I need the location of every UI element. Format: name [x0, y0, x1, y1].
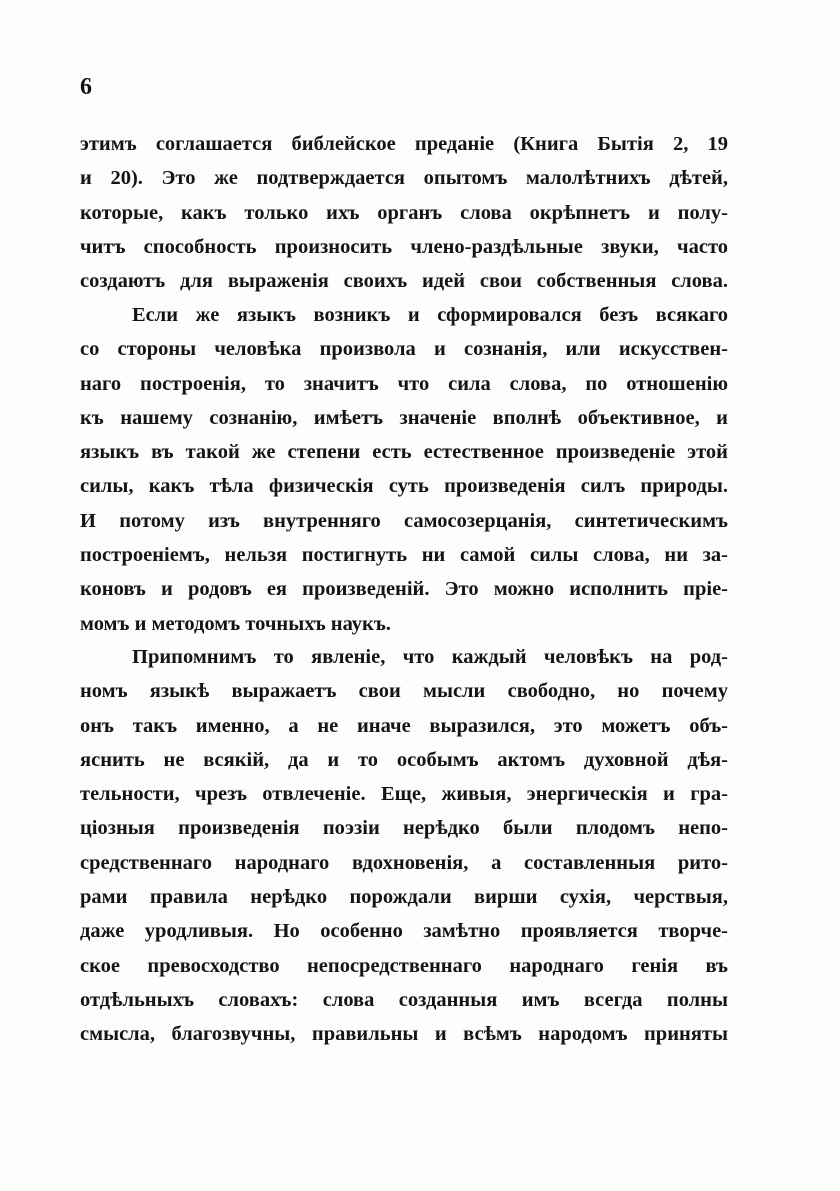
- text-line: языкъ въ такой же степени есть естественное произведеніе этой: [80, 441, 728, 464]
- text-line: Припомнимъ то явленіе, что каждый человѣкъ на род-: [132, 646, 728, 668]
- text-line: средственнаго народнаго вдохновенія, а составленныя рито-: [80, 851, 728, 874]
- text-line: ское превосходство непосредственнаго народнаго генія въ: [80, 954, 728, 977]
- text-line: наго построенія, то значитъ что сила слова, по отношенію: [80, 372, 728, 395]
- text-line: смысла, благозвучны, правильны и всѣмъ народомъ приняты: [80, 1023, 728, 1046]
- page-number: 6: [80, 74, 92, 100]
- text-line: Если же языкъ возникъ и сформировался безъ всякаго: [132, 304, 728, 326]
- paragraph-1: [80, 127, 728, 298]
- text-line: момъ и методомъ точныхъ наукъ.: [80, 612, 391, 635]
- text-line: создаютъ для выраженія своихъ идей свои собственныя слова.: [80, 270, 728, 293]
- text-line: отдѣльныхъ словахъ: слова созданныя имъ всегда полны: [80, 988, 728, 1011]
- text-line: читъ способность произносить члено-раздѣльные звуки, часто: [80, 235, 728, 258]
- text-line: которые, какъ только ихъ органъ слова окрѣпнетъ и полу-: [80, 201, 728, 224]
- text-line: построеніемъ, нельзя постигнуть ни самой силы слова, ни за-: [80, 544, 728, 567]
- text-line: силы, какъ тѣла физическія суть произведенія силъ природы.: [80, 475, 728, 498]
- text-line: этимъ соглашается библейское преданіе (Книга Бытія 2, 19: [80, 133, 728, 155]
- text-line: даже уродливыя. Но особенно замѣтно проявляется творче-: [80, 920, 728, 943]
- text-line: рами правила нерѣдко порождали вирши сухія, черствыя,: [80, 886, 728, 909]
- text-line: со стороны человѣка произвола и сознанія, или искусствен-: [80, 338, 728, 361]
- text-line: къ нашему сознанію, имѣетъ значеніе вполнѣ объективное, и: [80, 406, 728, 429]
- text-line: коновъ и родовъ ея произведеній. Это можно исполнить пріе-: [80, 578, 728, 601]
- text-line: и 20). Это же подтверждается опытомъ малолѣтнихъ дѣтей,: [80, 167, 728, 190]
- paragraph-3: [80, 640, 728, 1052]
- text-line: яснить не всякій, да и то особымъ актомъ духовной дѣя-: [80, 748, 728, 771]
- paragraph-2: [80, 298, 728, 641]
- text-line: ціозныя произведенія поэзіи нерѣдко были плодомъ непо-: [80, 817, 728, 840]
- text-line: тельности, чрезъ отвлеченіе. Еще, живыя, энергическія и гра-: [80, 783, 728, 806]
- text-line: номъ языкѣ выражаетъ свои мысли свободно, но почему: [80, 680, 728, 703]
- text-line: онъ такъ именно, а не иначе выразился, это можетъ объ-: [80, 714, 728, 737]
- text-line: И потому изъ внутренняго самосозерцанія, синтетическимъ: [80, 509, 728, 532]
